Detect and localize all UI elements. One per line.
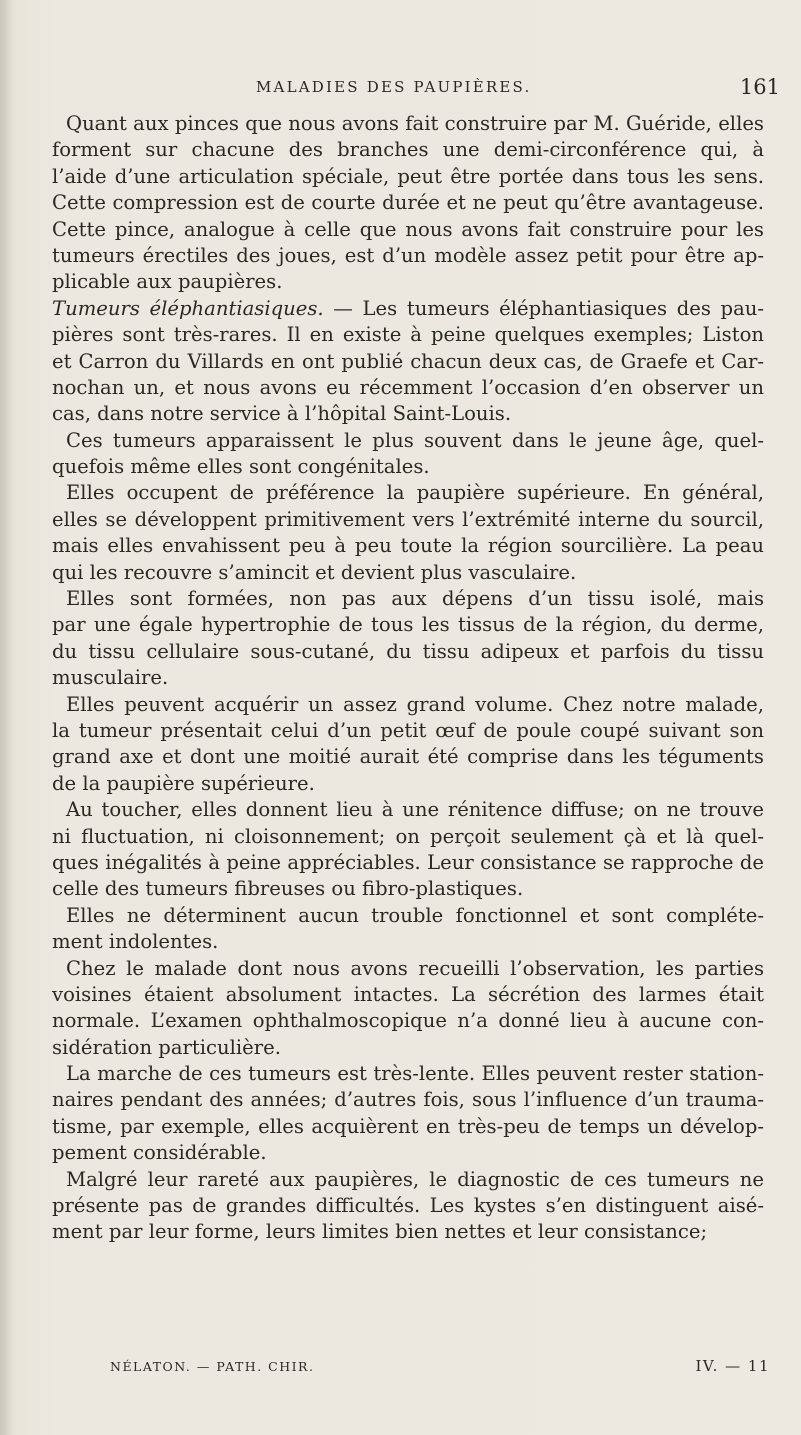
- line-text: voisines étaient absolument intactes. La sécrétion des larmes était: [52, 982, 764, 1006]
- line-text: — Les tumeurs éléphantiasiques des pau-: [323, 296, 764, 320]
- line-text: Cette pince, analogue à celle que nous avons fait construire pour les: [52, 217, 764, 241]
- line-text: tumeurs érectiles des joues, est d’un modèle assez petit pour être ap-: [52, 243, 764, 267]
- text-line: [52, 612, 764, 638]
- line-text: ques inégalités à peine appréciables. Leur consistance se rapproche de: [52, 850, 764, 874]
- line-text: cas, dans notre service à l’hôpital Saint-Louis.: [52, 402, 512, 426]
- text-line: [52, 137, 764, 163]
- page-footer: [110, 1359, 770, 1379]
- text-line: [52, 1167, 764, 1193]
- page-number: 161: [739, 75, 780, 99]
- line-text: naires pendant des années; d’autres fois, sous l’influence d’un trauma-: [52, 1088, 764, 1112]
- line-text: l’aide d’une articulation spéciale, peut être portée dans tous les sens.: [52, 164, 764, 188]
- line-text: quefois même elles sont congénitales.: [52, 455, 430, 479]
- line-text: Chez le malade dont nous avons recueilli l’observation, les parties: [66, 956, 764, 980]
- text-line: [52, 296, 764, 322]
- line-text: celle des tumeurs fibreuses ou fibro-plastiques.: [52, 877, 524, 901]
- text-line: [52, 1008, 764, 1034]
- line-text: Quant aux pinces que nous avons fait construire par M. Guéride, elles: [66, 112, 764, 135]
- text-line: [52, 876, 764, 902]
- text-line: [52, 744, 764, 770]
- text-line: [52, 560, 764, 586]
- line-text: Elles sont formées, non pas aux dépens d’un tissu isolé, mais: [66, 587, 764, 611]
- line-text: Malgré leur rareté aux paupières, le diagnostic de ces tumeurs ne: [66, 1167, 764, 1191]
- text-line: [52, 375, 764, 401]
- text-line: [52, 322, 764, 348]
- line-text: normale. L’examen ophthalmoscopique n’a donné lieu à aucune con-: [52, 1009, 764, 1033]
- running-head: MALADIES DES PAUPIÈRES.: [256, 78, 532, 96]
- line-text: de la paupière supérieure.: [52, 771, 315, 795]
- text-line: [52, 349, 764, 375]
- text-line: [52, 243, 764, 269]
- line-text: ni fluctuation, ni cloisonnement; on perçoit seulement çà et là quel-: [52, 824, 764, 848]
- binding-shadow: [0, 0, 12, 1435]
- text-line: [52, 1061, 764, 1087]
- line-text: ment par leur forme, leurs limites bien nettes et leur consistance;: [52, 1220, 708, 1244]
- line-text: Elles occupent de préférence la paupière supérieure. En général,: [66, 481, 764, 505]
- text-line: [52, 982, 764, 1008]
- page-header: [110, 75, 780, 104]
- text-line: [52, 586, 764, 612]
- text-line: [52, 190, 764, 216]
- text-line: [52, 665, 764, 691]
- text-line: [52, 269, 764, 295]
- text-line: [52, 401, 764, 427]
- text-line: [52, 1035, 764, 1061]
- text-line: [52, 850, 764, 876]
- line-text: qui les recouvre s’amincit et devient plus vasculaire.: [52, 560, 577, 584]
- text-line: [52, 1140, 764, 1166]
- sheet-mark: IV. — 11: [695, 1357, 770, 1375]
- line-text: mais elles envahissent peu à peu toute la région sourcilière. La peau: [52, 534, 764, 558]
- text-line: [52, 771, 764, 797]
- line-text: Elles ne déterminent aucun trouble fonctionnel et sont compléte-: [66, 903, 764, 927]
- text-line: [52, 903, 764, 929]
- text-line: [52, 164, 764, 190]
- text-line: [52, 533, 764, 559]
- text-line: [52, 824, 764, 850]
- line-text: par une égale hypertrophie de tous les tissus de la région, du derme,: [52, 613, 764, 637]
- line-text: forment sur chacune des branches une demi-circonférence qui, à: [52, 138, 764, 162]
- text-line: [52, 454, 764, 480]
- line-text: Elles peuvent acquérir un assez grand volume. Chez notre malade,: [66, 692, 764, 716]
- line-text: présente pas de grandes difficultés. Les kystes s’en distinguent aisé-: [52, 1194, 764, 1218]
- line-text: pement considérable.: [52, 1141, 267, 1165]
- text-line: [52, 507, 764, 533]
- line-text: la tumeur présentait celui d’un petit œuf de poule coupé suivant son: [52, 718, 764, 742]
- body-text: [52, 111, 764, 1246]
- line-text: et Carron du Villards en ont publié chacun deux cas, de Graefe et Car-: [52, 349, 764, 373]
- line-text: Cette compression est de courte durée et ne peut qu’être avantageuse.: [52, 191, 764, 215]
- line-text: du tissu cellulaire sous-cutané, du tissu adipeux et parfois du tissu: [52, 639, 764, 663]
- line-text: tisme, par exemple, elles acquièrent en très-peu de temps un dévelop-: [52, 1114, 764, 1138]
- text-line: [52, 111, 764, 137]
- text-line: [52, 956, 764, 982]
- line-text: plicable aux paupières.: [52, 270, 283, 294]
- line-text: pières sont très-rares. Il en existe à peine quelques exemples; Liston: [52, 323, 764, 347]
- text-line: [52, 718, 764, 744]
- text-line: [52, 480, 764, 506]
- text-line: [52, 929, 764, 955]
- printer-signature: NÉLATON. — PATH. CHIR.: [110, 1359, 315, 1374]
- text-line: [52, 692, 764, 718]
- text-line: [52, 428, 764, 454]
- line-text: elles se développent primitivement vers l’extrémité interne du sourcil,: [52, 507, 764, 531]
- line-text: Ces tumeurs apparaissent le plus souvent dans le jeune âge, quel-: [66, 428, 764, 452]
- line-text: nochan un, et nous avons eu récemment l’occasion d’en observer un: [52, 375, 764, 399]
- line-text: Au toucher, elles donnent lieu à une rénitence diffuse; on ne trouve: [66, 798, 764, 822]
- line-text: ment indolentes.: [52, 930, 219, 954]
- section-heading: Tumeurs éléphantiasiques.: [52, 296, 324, 320]
- line-text: grand axe et dont une moitié aurait été comprise dans les téguments: [52, 745, 764, 769]
- text-line: [52, 1087, 764, 1113]
- text-line: [52, 639, 764, 665]
- text-line: [52, 1219, 764, 1245]
- text-line: [52, 217, 764, 243]
- text-line: [52, 797, 764, 823]
- line-text: La marche de ces tumeurs est très-lente. Elles peuvent rester station-: [66, 1062, 764, 1086]
- line-text: sidération particulière.: [52, 1035, 281, 1059]
- text-line: [52, 1114, 764, 1140]
- line-text: musculaire.: [52, 666, 169, 690]
- text-line: [52, 1193, 764, 1219]
